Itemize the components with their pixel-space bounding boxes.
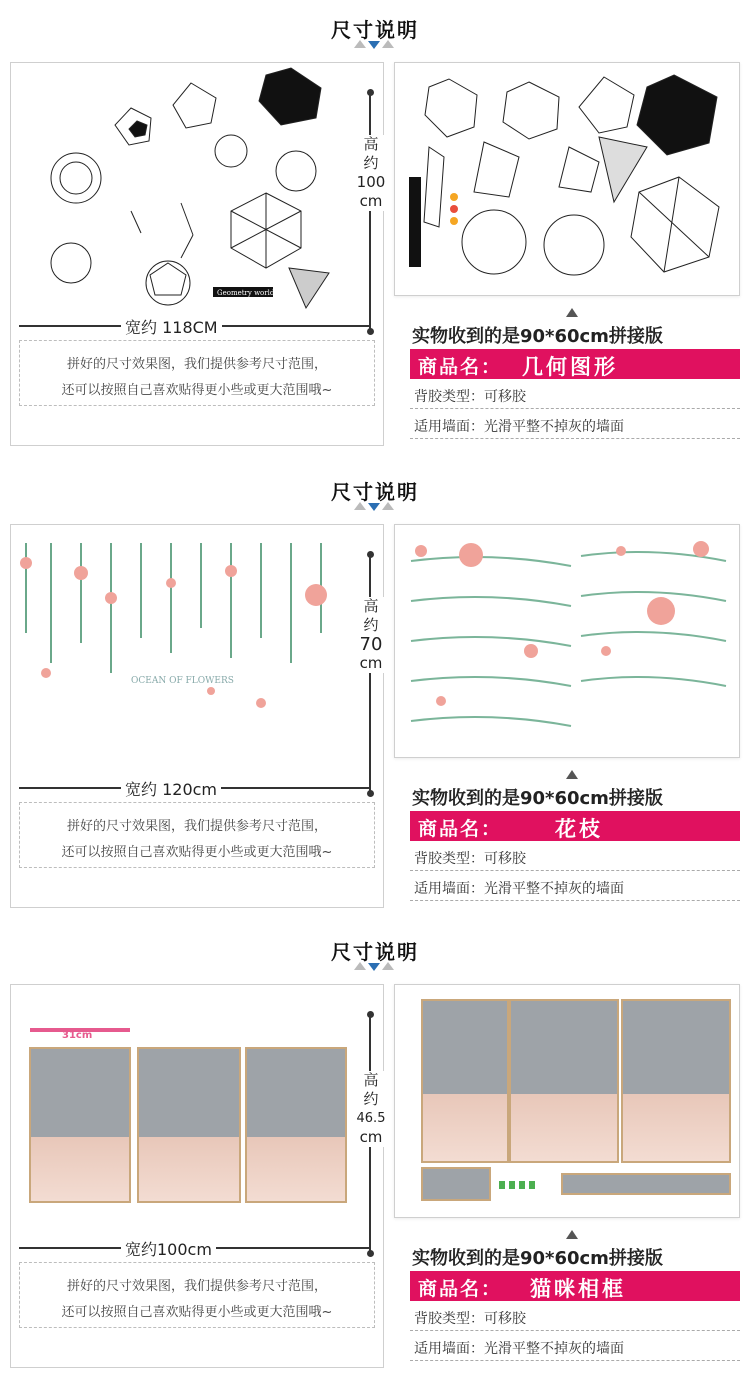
adhesive-type-row: 背胶类型：可移胶 [410,380,740,409]
assembled-preview-box [10,524,384,908]
actual-size-spec: 实物收到的是90*60cm拼接版 [412,1248,663,1269]
height-line [369,93,371,333]
height-bottom-dot [367,790,374,797]
geometry-artwork [31,63,361,313]
art-caption: OCEAN OF FLOWERS [131,676,234,686]
product-name: 猫咪相框 [530,1277,626,1301]
product-name: 几何图形 [522,355,618,379]
art-caption: Geometry world [217,289,275,297]
section-title: 尺寸说明 [331,940,419,964]
height-label: 高 约 70 cm [351,597,391,673]
height-bottom-dot [367,328,374,335]
product-name-bar [410,349,740,379]
width-label: 宽约 118CM [121,315,222,338]
product-label: 商品名： [418,818,503,840]
geometry-sheet-artwork [399,67,733,289]
down-triangle-icon [368,41,380,49]
actual-product-box [394,524,740,758]
wall-type-row: 适用墙面：光滑平整不掉灰的墙面 [410,410,740,439]
adhesive-type-row: 背胶类型：可移胶 [410,1302,740,1331]
cat-frame-left [29,1047,131,1203]
up-triangle-icon [382,962,394,970]
section-title: 尺寸说明 [331,480,419,504]
frame-width-label: 31cm [62,1030,93,1041]
size-note-box [19,802,375,868]
actual-size-spec: 实物收到的是90*60cm拼接版 [412,326,663,347]
flower-sheet-artwork [401,531,733,751]
cat-frame-right [245,1047,347,1203]
up-arrow-icon [566,1230,578,1239]
height-bottom-dot [367,1250,374,1257]
note-line: 还可以按照自己喜欢贴得更小些或更大范围哦~ [61,1305,333,1320]
note-line: 还可以按照自己喜欢贴得更小些或更大范围哦~ [61,383,333,398]
down-triangle-icon [368,963,380,971]
sheet-cat-frame-right [621,999,731,1163]
title-triangles [354,40,396,50]
adhesive-type-row: 背胶类型：可移胶 [410,842,740,871]
sheet-mini-frames [421,1167,491,1201]
size-section-geometry [0,0,750,460]
up-triangle-icon [354,40,366,48]
flower-vine-artwork [11,543,351,743]
up-triangle-icon [354,502,366,510]
size-note-box [19,1262,375,1328]
size-section-cats [0,922,750,1382]
product-name-bar [410,1271,740,1301]
up-arrow-icon [566,308,578,317]
title-triangles [354,502,396,512]
size-section-flowers [0,462,750,922]
section-title: 尺寸说明 [331,18,419,42]
width-label: 宽约 120cm [121,777,221,800]
down-triangle-icon [368,503,380,511]
product-label: 商品名： [418,356,503,378]
actual-product-box [394,62,740,296]
height-line [369,555,371,795]
note-line: 还可以按照自己喜欢贴得更小些或更大范围哦~ [61,845,333,860]
wall-type-row: 适用墙面：光滑平整不掉灰的墙面 [410,872,740,901]
wall-type-row: 适用墙面：光滑平整不掉灰的墙面 [410,1332,740,1361]
width-label: 宽约100cm [121,1237,216,1260]
sheet-cat-frame-left [421,999,509,1163]
size-note-box [19,340,375,406]
sheet-strip [561,1173,731,1195]
sheet-dots [499,1181,539,1189]
assembled-preview-box [10,62,384,446]
title-triangles [354,962,396,972]
cat-frame-middle [137,1047,241,1203]
up-triangle-icon [354,962,366,970]
height-label: 高 约 100 cm [351,135,391,211]
up-triangle-icon [382,40,394,48]
product-name: 花枝 [555,817,603,841]
sheet-cat-frame-middle [509,999,619,1163]
product-label: 商品名： [418,1278,503,1300]
height-label: 高 约 46.5 cm [351,1071,391,1147]
actual-size-spec: 实物收到的是90*60cm拼接版 [412,788,663,809]
note-line: 拼好的尺寸效果图，我们提供参考尺寸范围， [66,1279,327,1294]
actual-product-box [394,984,740,1218]
assembled-preview-box [10,984,384,1368]
up-arrow-icon [566,770,578,779]
note-line: 拼好的尺寸效果图，我们提供参考尺寸范围， [66,357,327,372]
note-line: 拼好的尺寸效果图，我们提供参考尺寸范围， [66,819,327,834]
up-triangle-icon [382,502,394,510]
product-name-bar [410,811,740,841]
